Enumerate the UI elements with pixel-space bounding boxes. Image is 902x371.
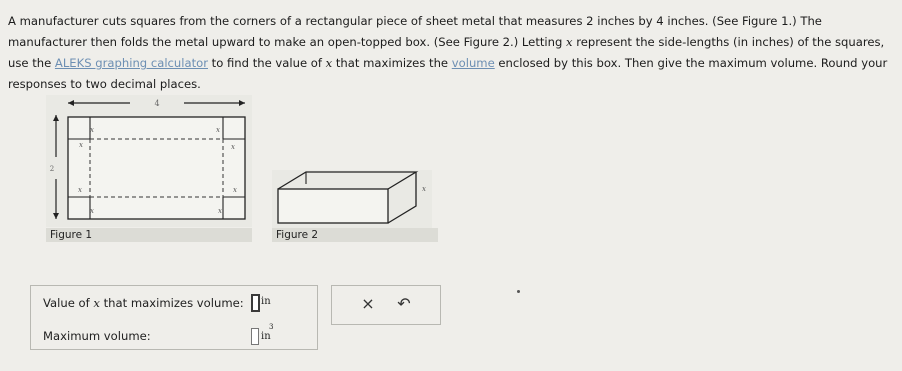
max-volume-unit-exponent: 3 [269,323,274,331]
x-value-unit: in [261,296,271,307]
corner-label-x: x [218,207,222,215]
value-label: Value of x that maximizes volume: [43,296,244,310]
figure-2-box-diagram [272,170,432,228]
width-label: 4 [154,99,160,108]
problem-text: that maximizes the [332,56,452,70]
max-volume-input[interactable] [251,328,259,345]
max-volume-label: Maximum volume: [43,329,151,343]
figure-2-caption: Figure 2 [272,228,438,242]
corner-label-x: x [231,143,235,151]
undo-button[interactable]: ↶ [397,294,411,313]
corner-label-x: x [78,186,82,194]
height-label: 2 [49,165,55,173]
problem-text: to find the value of [208,56,326,70]
figure-1-sheet-diagram [46,95,252,227]
clear-button[interactable]: × [361,294,375,313]
answer-panel [30,285,318,350]
problem-statement [8,11,896,95]
volume-link[interactable]: volume [451,56,495,70]
box-front-face [278,189,388,223]
corner-label-x: x [216,126,220,134]
box-height-label: x [422,185,426,193]
answer-tools [331,285,441,325]
corner-label-x: x [90,207,94,215]
problem-text: represent the side-lengths (in inches) of the squares, use the [8,35,885,70]
corner-label-x: x [79,141,83,149]
max-volume-unit: in [261,331,271,342]
problem-text: A manufacturer cuts squares from the corners of a rectangular piece of sheet metal that measures 2 inches by 4 inches. (See Figure 1.) The manufacturer then folds the metal upward to make an open-topped box. (See Figure 2.) Letting [8,14,822,49]
variable-x: x [93,296,100,310]
variable-x: x [566,35,573,49]
problem-text: enclosed by this box. Then give the maximum volume. Round your responses to two decimal places. [8,56,888,91]
corner-label-x: x [90,126,94,134]
calculator-link[interactable]: ALEKS graphing calculator [54,56,208,70]
variable-x: x [325,56,333,70]
corner-label-x: x [233,186,237,194]
stray-dot [517,290,520,293]
figure-1-caption: Figure 1 [46,228,252,242]
x-value-input[interactable] [251,294,260,312]
